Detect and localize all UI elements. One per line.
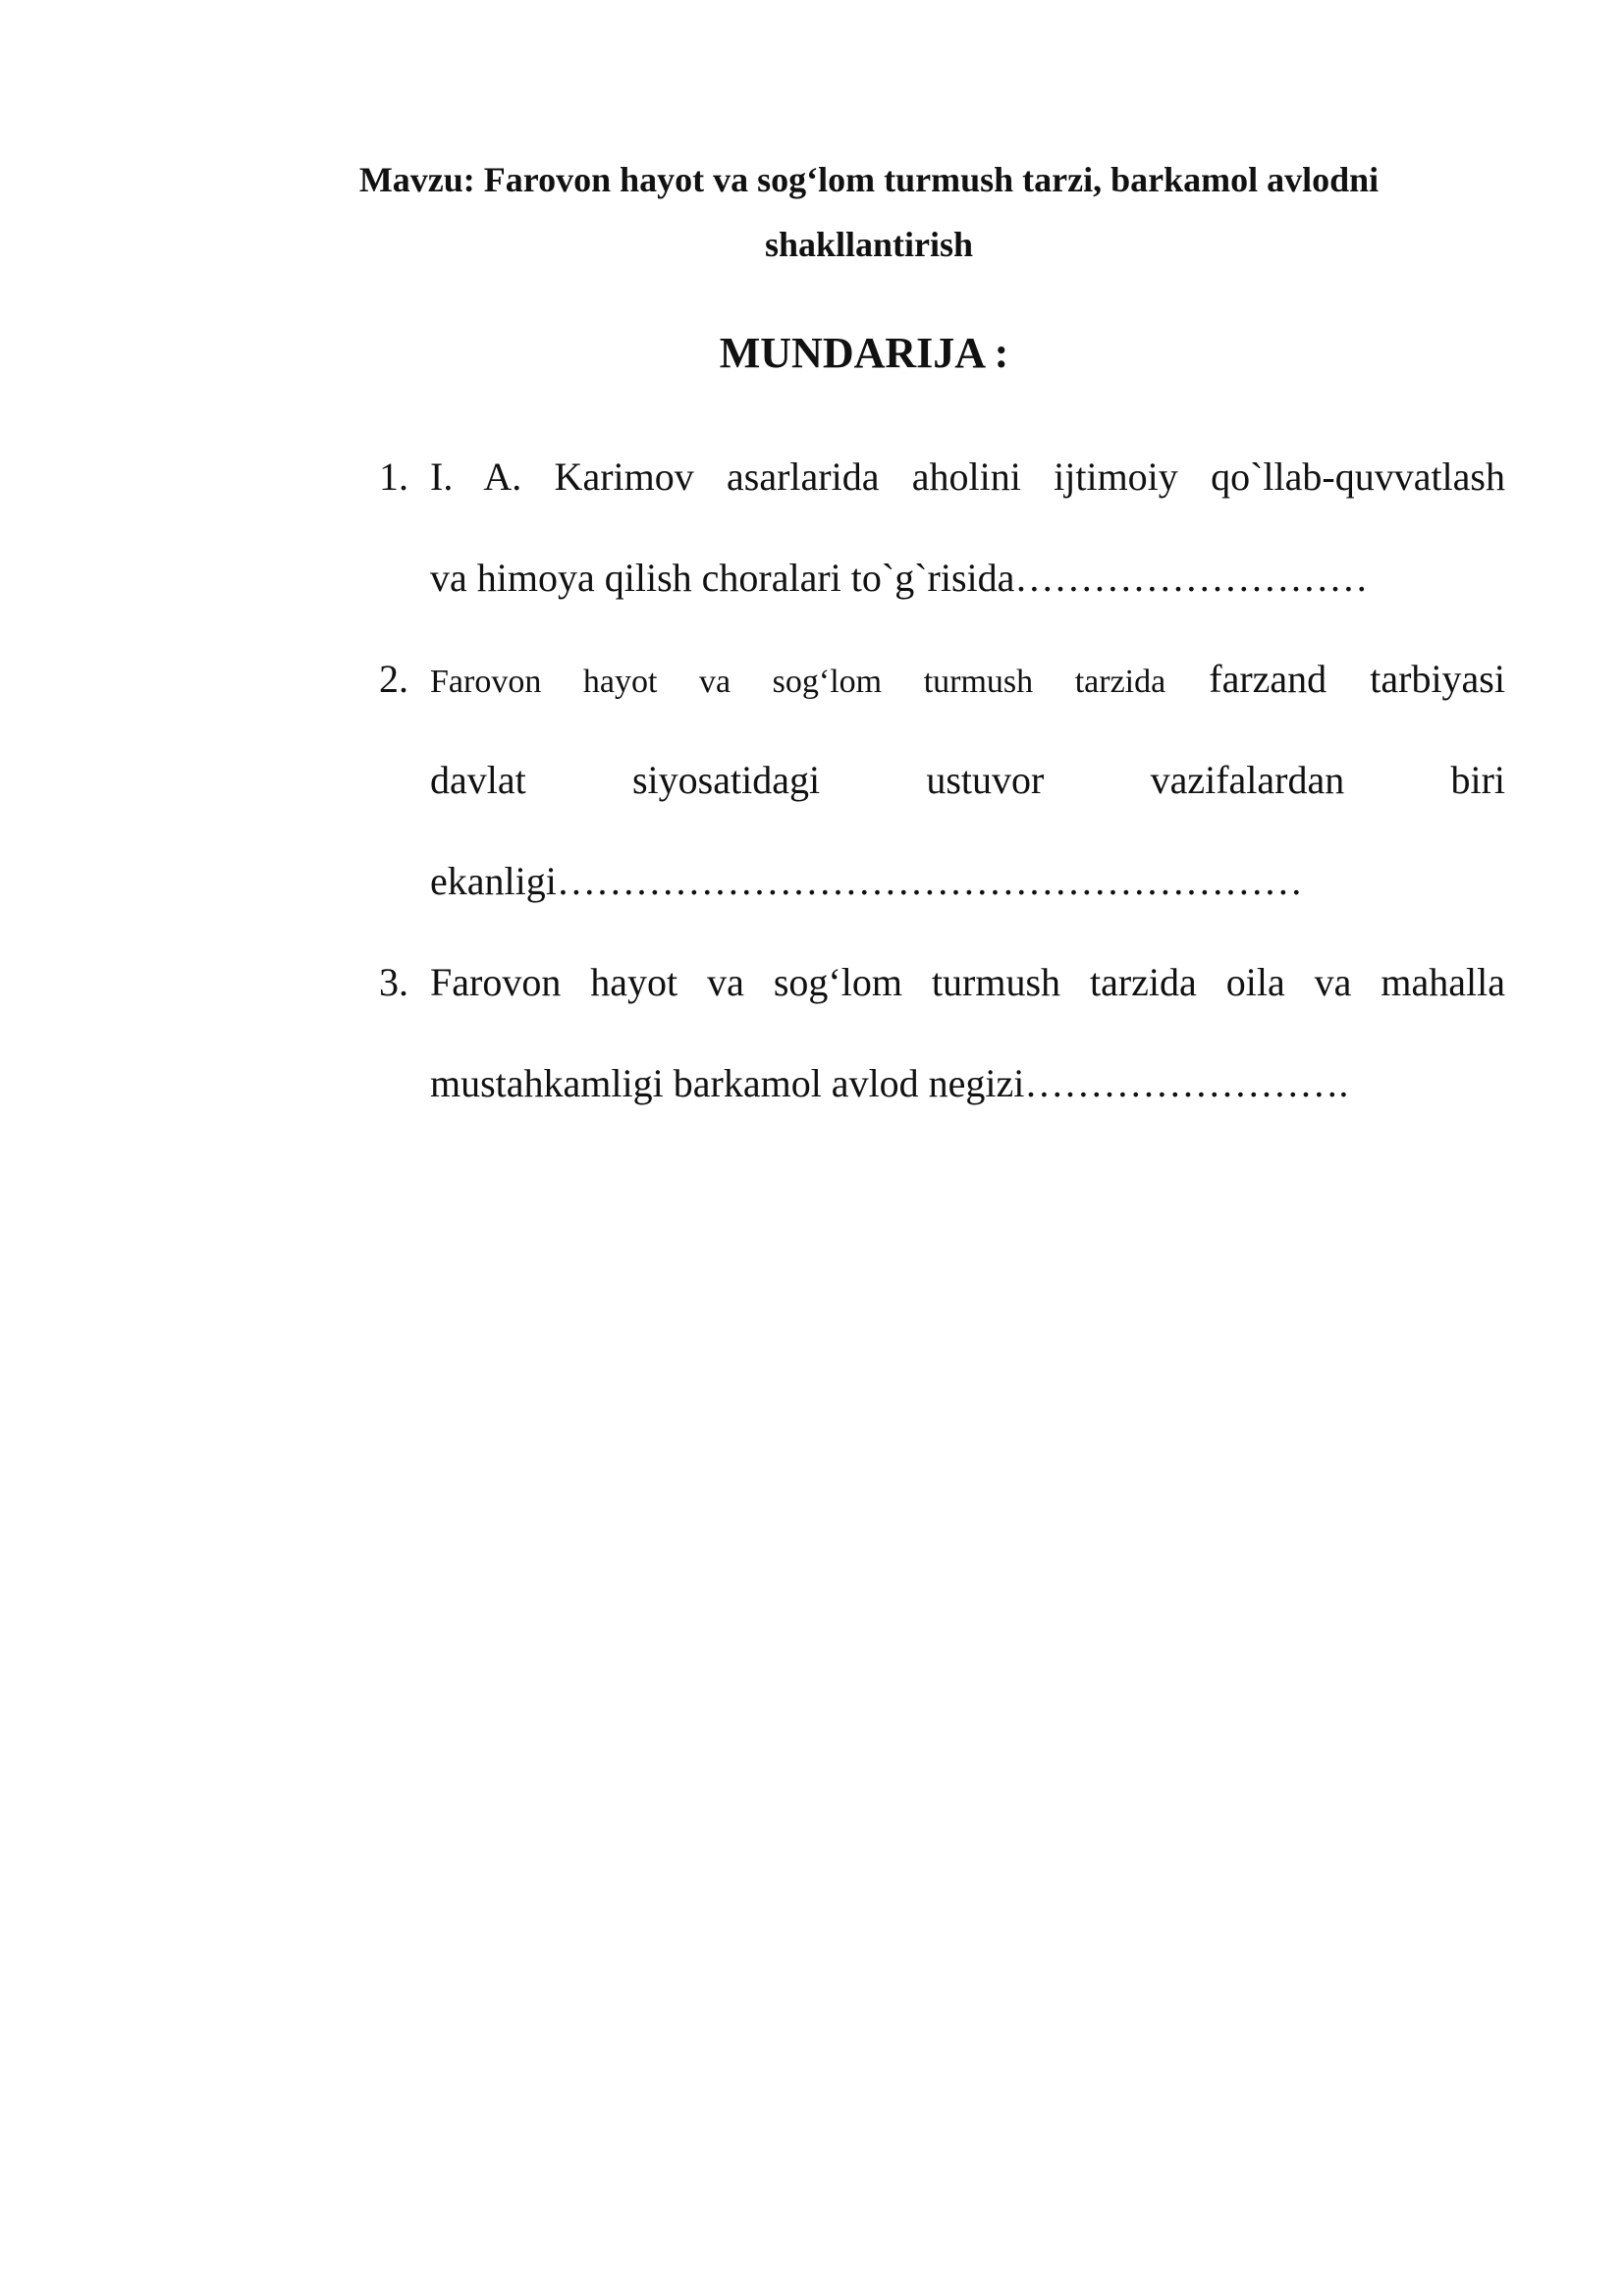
- toc-item-word: ustuvor: [926, 758, 1045, 802]
- toc-item-text-small: Farovon hayot va sog‘lom turmush tarzida: [430, 664, 1166, 700]
- toc-item-word: davlat: [430, 758, 526, 802]
- toc-item-word: siyosatidagi: [631, 758, 821, 802]
- toc-item-line: [430, 628, 1505, 732]
- toc-item-line: ekanligi…………………………………………………: [430, 859, 1303, 903]
- toc-item-line: Farovon hayot va sog‘lom turmush tarzida oila va mahalla: [430, 960, 1505, 1004]
- toc-item-number: 2.: [379, 657, 408, 701]
- topic-heading: [255, 147, 1483, 277]
- toc-item-line: mustahkamligi barkamol avlod negizi…………………….: [430, 1061, 1349, 1105]
- topic-line-2: shakllantirish: [764, 225, 974, 264]
- toc-item-word: vazifalardan: [1150, 758, 1345, 802]
- topic-line-1: Mavzu: Farovon hayot va sog‘lom turmush tarzi, barkamol avlodni: [358, 160, 1380, 199]
- toc-item-number: 1.: [379, 454, 408, 499]
- toc-item-line: va himoya qilish choralari to`g`risida………………………: [430, 556, 1369, 600]
- toc-item-line: [430, 729, 1505, 830]
- toc-item-number: 3.: [379, 960, 408, 1004]
- toc-item-line: I. A. Karimov asarlarida aholini ijtimoiy qo`llab-quvvatlash: [430, 454, 1505, 499]
- toc-item-text: farzand tarbiyasi: [1209, 657, 1505, 701]
- toc-item-word: biri: [1450, 758, 1506, 802]
- toc-title: MUNDARIJA :: [719, 329, 1009, 377]
